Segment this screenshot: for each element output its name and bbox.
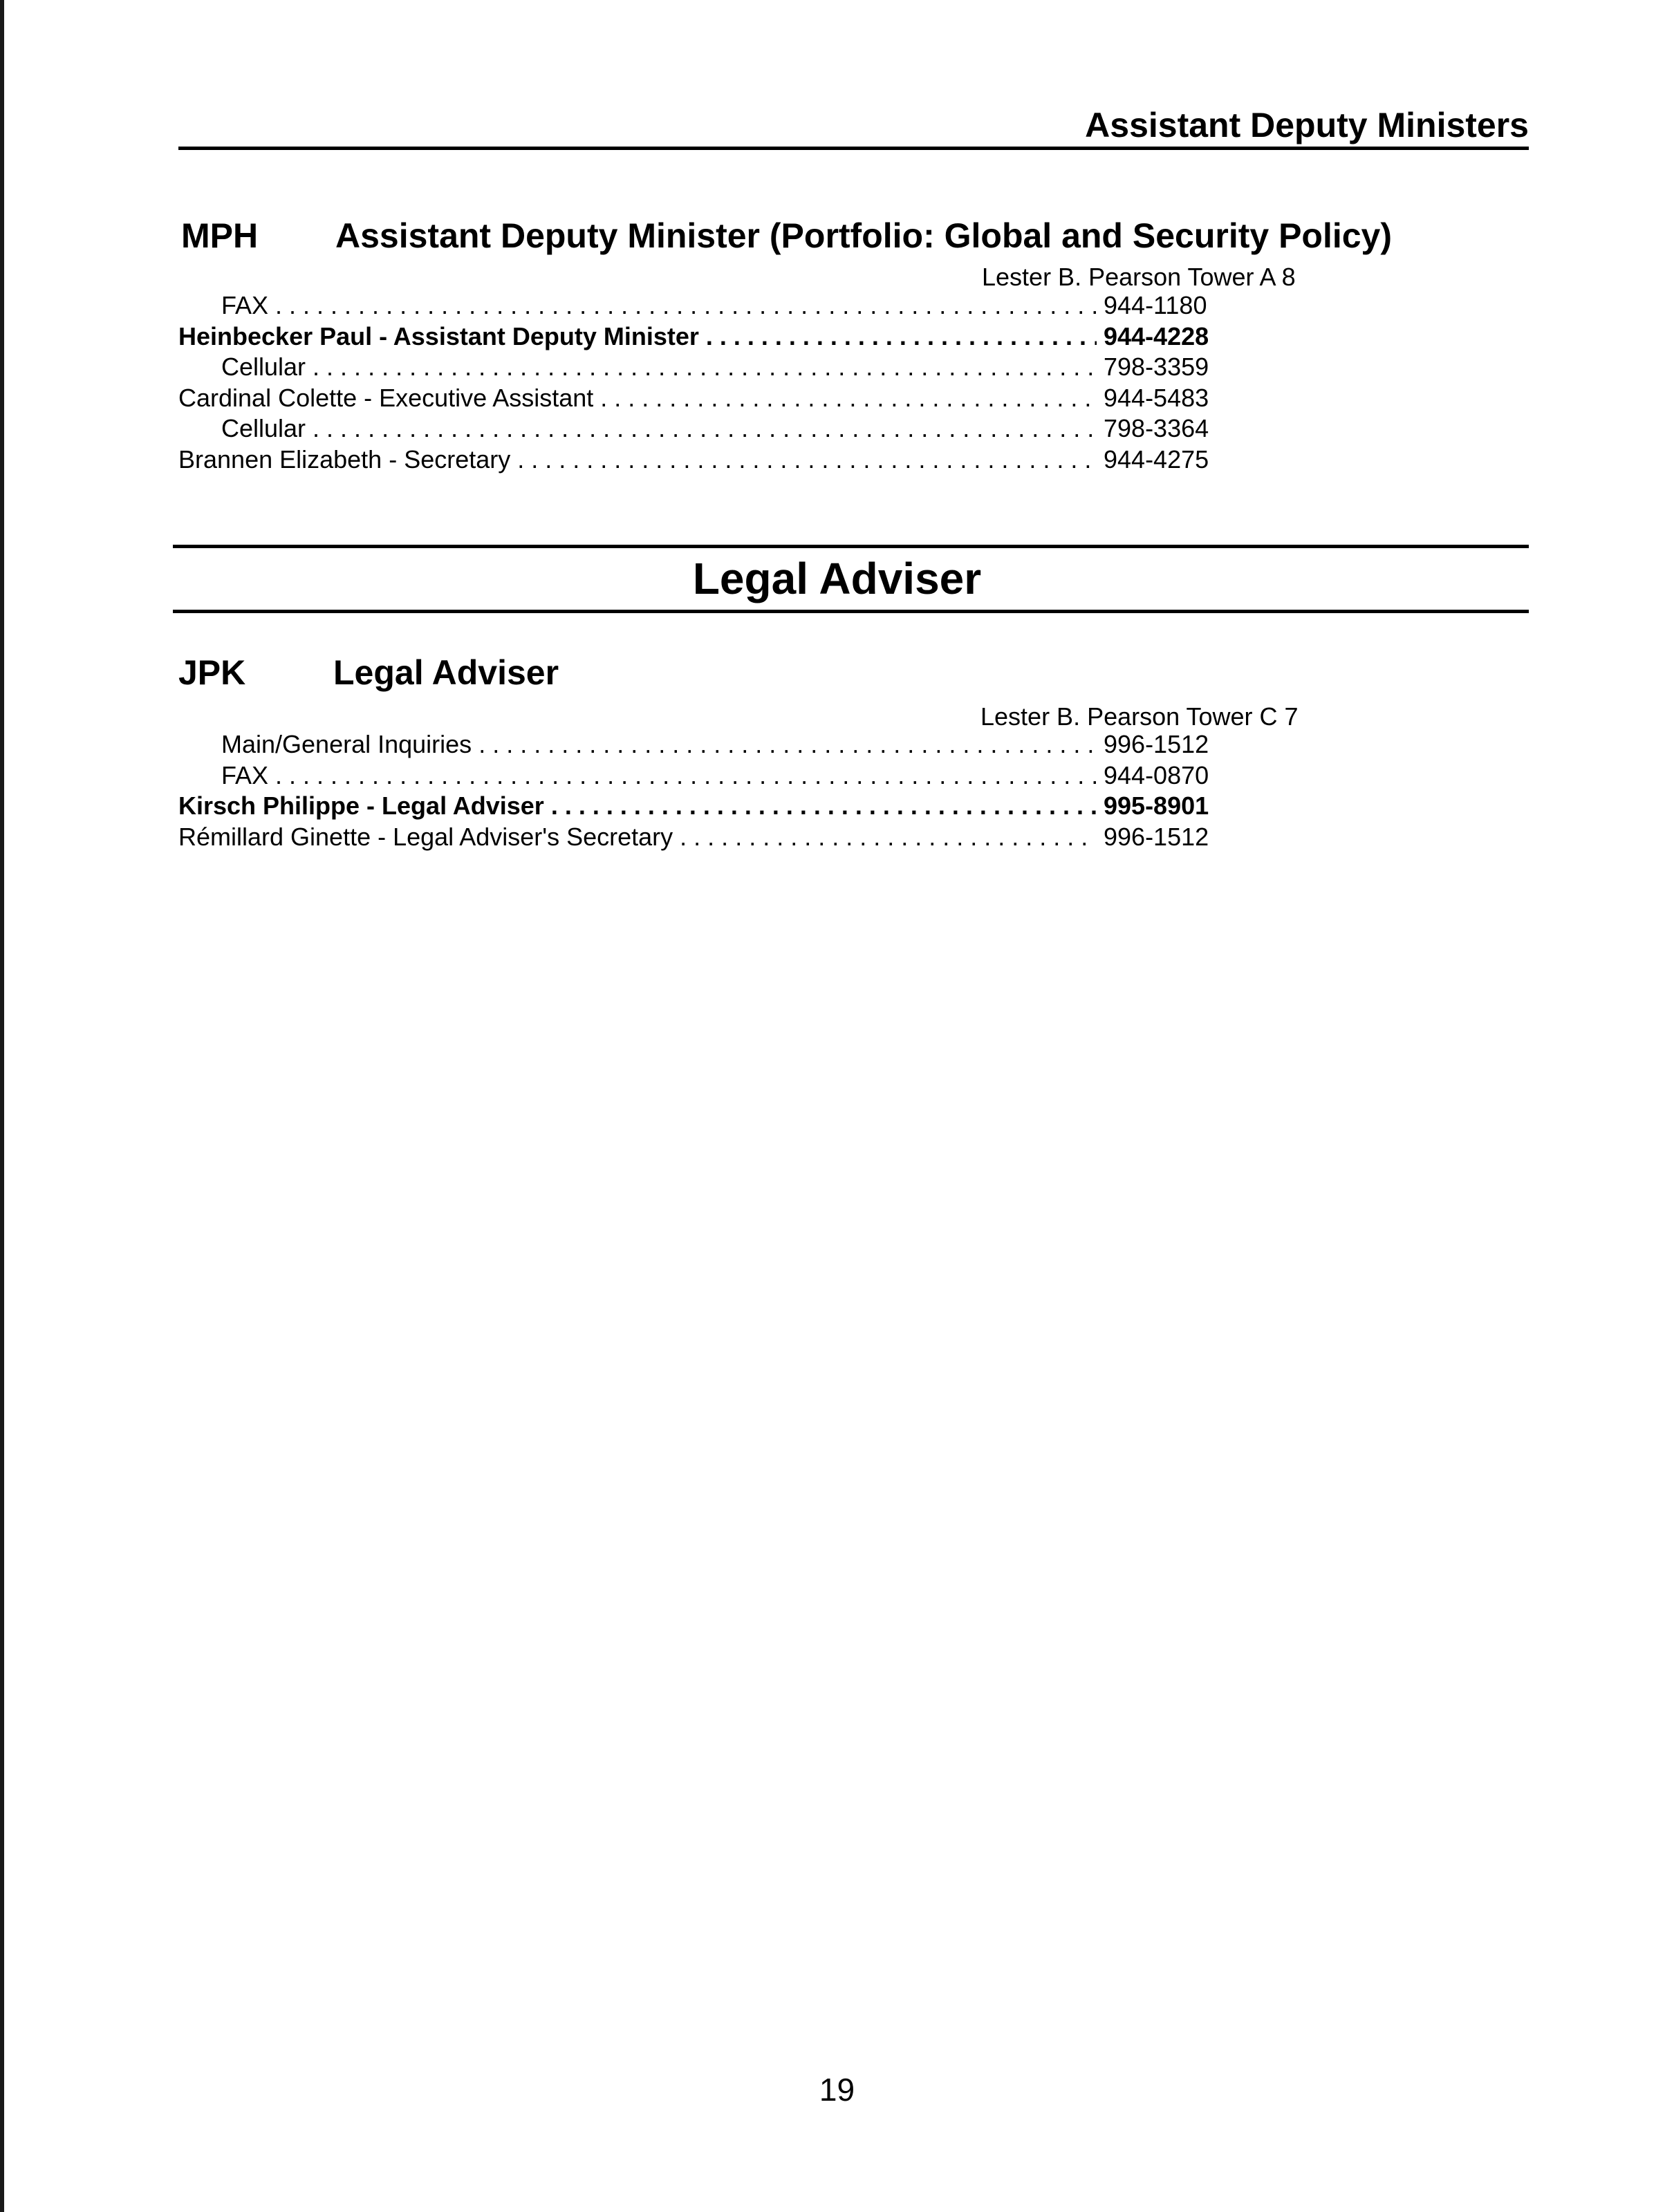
directory-entry xyxy=(178,413,1216,444)
directory-entry xyxy=(178,444,1216,476)
section-code-jpk: JPK xyxy=(178,653,246,692)
entry-label: Cardinal Colette - Executive Assistant xyxy=(178,383,594,412)
page-number: 19 xyxy=(819,2072,855,2108)
leader-dots xyxy=(680,822,1097,853)
entry-phone: 944-5483 xyxy=(1104,383,1209,412)
entry-label: Cellular xyxy=(221,414,306,442)
entry-phone: 944-4228 xyxy=(1104,321,1209,350)
section-rule-bottom xyxy=(173,610,1529,613)
entry-phone: 995-8901 xyxy=(1104,791,1209,820)
entry-label: Heinbecker Paul - Assistant Deputy Minister xyxy=(178,321,699,350)
entry-phone: 944-4275 xyxy=(1104,444,1209,474)
leader-dots xyxy=(551,791,1097,822)
leader-dots xyxy=(275,760,1097,791)
directory-entry xyxy=(178,383,1216,414)
entry-phone: 798-3359 xyxy=(1104,353,1209,381)
leader-dots xyxy=(313,413,1097,444)
entry-phone: 996-1512 xyxy=(1104,730,1209,758)
entry-label: FAX xyxy=(221,291,269,319)
header-rule xyxy=(178,147,1529,150)
directory-entry xyxy=(178,791,1216,822)
section-rule-top xyxy=(173,545,1529,548)
entry-phone: 996-1512 xyxy=(1104,822,1209,851)
leader-dots xyxy=(517,444,1097,476)
leader-dots xyxy=(706,321,1097,353)
leader-dots xyxy=(313,352,1097,383)
section-title-jpk: Legal Adviser xyxy=(333,653,559,692)
leader-dots xyxy=(478,729,1097,760)
section-code-mph: MPH xyxy=(181,216,259,255)
directory-entry xyxy=(178,822,1216,853)
section-title-mph: Assistant Deputy Minister (Portfolio: Global and Security Policy) xyxy=(335,216,1393,255)
directory-entry xyxy=(178,321,1216,353)
entry-label: Cellular xyxy=(221,353,306,381)
running-head: Assistant Deputy Ministers xyxy=(1085,106,1529,144)
directory-entry xyxy=(178,760,1216,791)
location-mph: Lester B. Pearson Tower A 8 xyxy=(982,263,1296,291)
page-binding-edge xyxy=(0,0,4,2212)
entry-phone: 944-1180 xyxy=(1104,291,1207,319)
entry-label: FAX xyxy=(221,760,269,789)
directory-list-mph xyxy=(178,290,1216,475)
entry-label: Rémillard Ginette - Legal Adviser's Secretary xyxy=(178,822,673,851)
leader-dots xyxy=(600,383,1097,414)
section-heading-legal-adviser: Legal Adviser xyxy=(692,554,982,603)
directory-entry xyxy=(178,290,1216,321)
location-jpk: Lester B. Pearson Tower C 7 xyxy=(980,702,1299,731)
entry-label: Main/General Inquiries xyxy=(221,730,472,758)
entry-phone: 944-0870 xyxy=(1104,760,1209,789)
entry-label: Brannen Elizabeth - Secretary xyxy=(178,444,511,474)
directory-entry xyxy=(178,729,1216,760)
leader-dots xyxy=(275,290,1097,321)
directory-entry xyxy=(178,352,1216,383)
entry-phone: 798-3364 xyxy=(1104,414,1209,442)
directory-list-jpk xyxy=(178,729,1216,852)
entry-label: Kirsch Philippe - Legal Adviser xyxy=(178,791,544,820)
